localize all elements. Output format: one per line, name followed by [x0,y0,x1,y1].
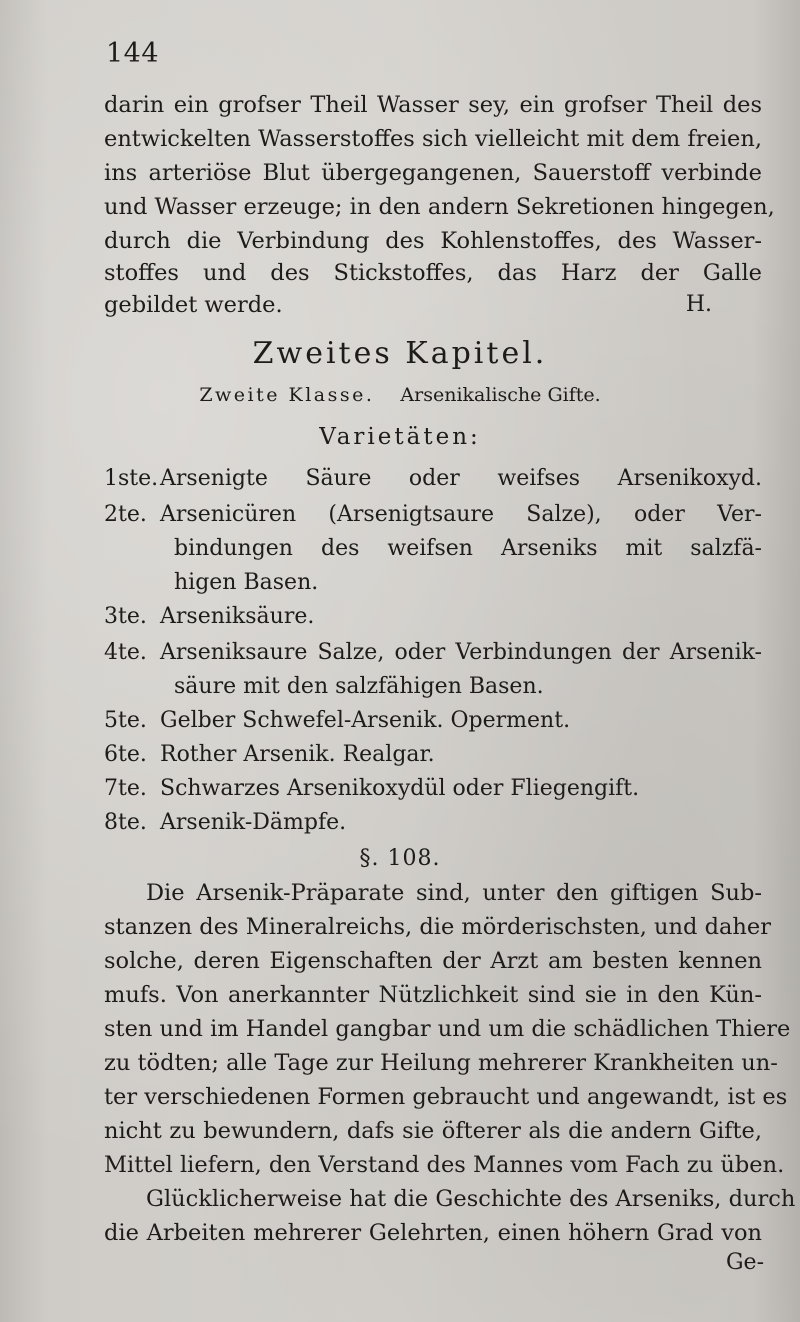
page-number: 144 [106,38,160,69]
variety-text: Arsenik-Dämpfe. [160,810,347,835]
author-signature: H. [685,292,712,317]
variety-continuation: higen Basen. [174,570,319,595]
text-line: stoffes und des Stickstoffes, das Harz der Galle [104,260,762,286]
text-line: Glücklicherweise hat die Geschichte des Arseniks, durch [146,1186,796,1212]
variety-text: Arseniksäure. [160,604,315,629]
varieties-heading: Varietäten: [319,424,481,450]
text-line: entwickelten Wasserstoffes sich vielleicht mit dem freien, [104,126,762,152]
variety-number: 4te. [104,640,147,665]
text-line: nicht zu bewundern, dafs sie öfterer als die andern Gifte, [104,1118,762,1144]
text-line: gebildet werde. [104,292,283,318]
text-line: sten und im Handel gangbar und um die schädlichen Thiere [104,1016,791,1042]
class-label: Zweite Klasse. [199,384,375,406]
variety-number: 6te. [104,742,147,767]
text-line: mufs. Von anerkannter Nützlichkeit sind sie in den Kün- [104,982,762,1008]
class-title: Arsenikalische Gifte. [400,384,601,406]
variety-text: Arsenigte Säure oder weifses Arsenikoxyd. [160,466,762,491]
variety-continuation: säure mit den salzfähigen Basen. [174,674,544,699]
variety-text: Arseniksaure Salze, oder Verbindungen der Arsenik- [160,640,762,665]
variety-item [104,772,762,808]
variety-number: 7te. [104,776,147,801]
class-heading [0,384,800,406]
variety-number: 8te. [104,810,147,835]
text-line: ter verschiedenen Formen gebraucht und angewandt, ist es [104,1084,788,1110]
variety-number: 5te. [104,708,147,733]
text-line: durch die Verbindung des Kohlenstoffes, des Wasser- [104,228,762,254]
text-line: stanzen des Mineralreichs, die mörderischsten, und daher [104,914,771,940]
variety-item [104,462,762,498]
section-number: §. 108. [359,846,441,871]
text-line: Mittel liefern, den Verstand des Mannes vom Fach zu üben. [104,1152,785,1178]
text-line: und Wasser erzeuge; in den andern Sekretionen hingegen, [104,194,775,220]
text-line: Die Arsenik-Präparate sind, unter den giftigen Sub- [146,880,762,906]
variety-number: 2te. [104,502,147,527]
variety-item [104,636,762,672]
variety-text: Arsenicüren (Arsenigtsaure Salze), oder Ver- [160,502,762,527]
variety-item [104,806,762,842]
text-line: darin ein grofser Theil Wasser sey, ein grofser Theil des [104,92,762,118]
chapter-title: Zweites Kapitel. [252,336,548,371]
text-line: die Arbeiten mehrerer Gelehrten, einen höhern Grad von [104,1220,762,1246]
variety-item [104,498,762,534]
variety-continuation: bindungen des weifsen Arseniks mit salzfä- [174,536,762,561]
variety-text: Schwarzes Arsenikoxydül oder Fliegengift. [160,776,640,801]
catchword: Ge- [725,1250,764,1275]
variety-item [104,704,762,740]
variety-item [104,600,762,636]
variety-number: 3te. [104,604,147,629]
variety-text: Rother Arsenik. Realgar. [160,742,435,767]
text-line: zu tödten; alle Tage zur Heilung mehrerer Krankheiten un- [104,1050,778,1076]
variety-item [104,738,762,774]
text-line: solche, deren Eigenschaften der Arzt am besten kennen [104,948,762,974]
variety-text: Gelber Schwefel-Arsenik. Operment. [160,708,571,733]
text-line: ins arteriöse Blut übergegangenen, Sauerstoff verbinde [104,160,762,186]
variety-number: 1ste. [104,466,159,491]
